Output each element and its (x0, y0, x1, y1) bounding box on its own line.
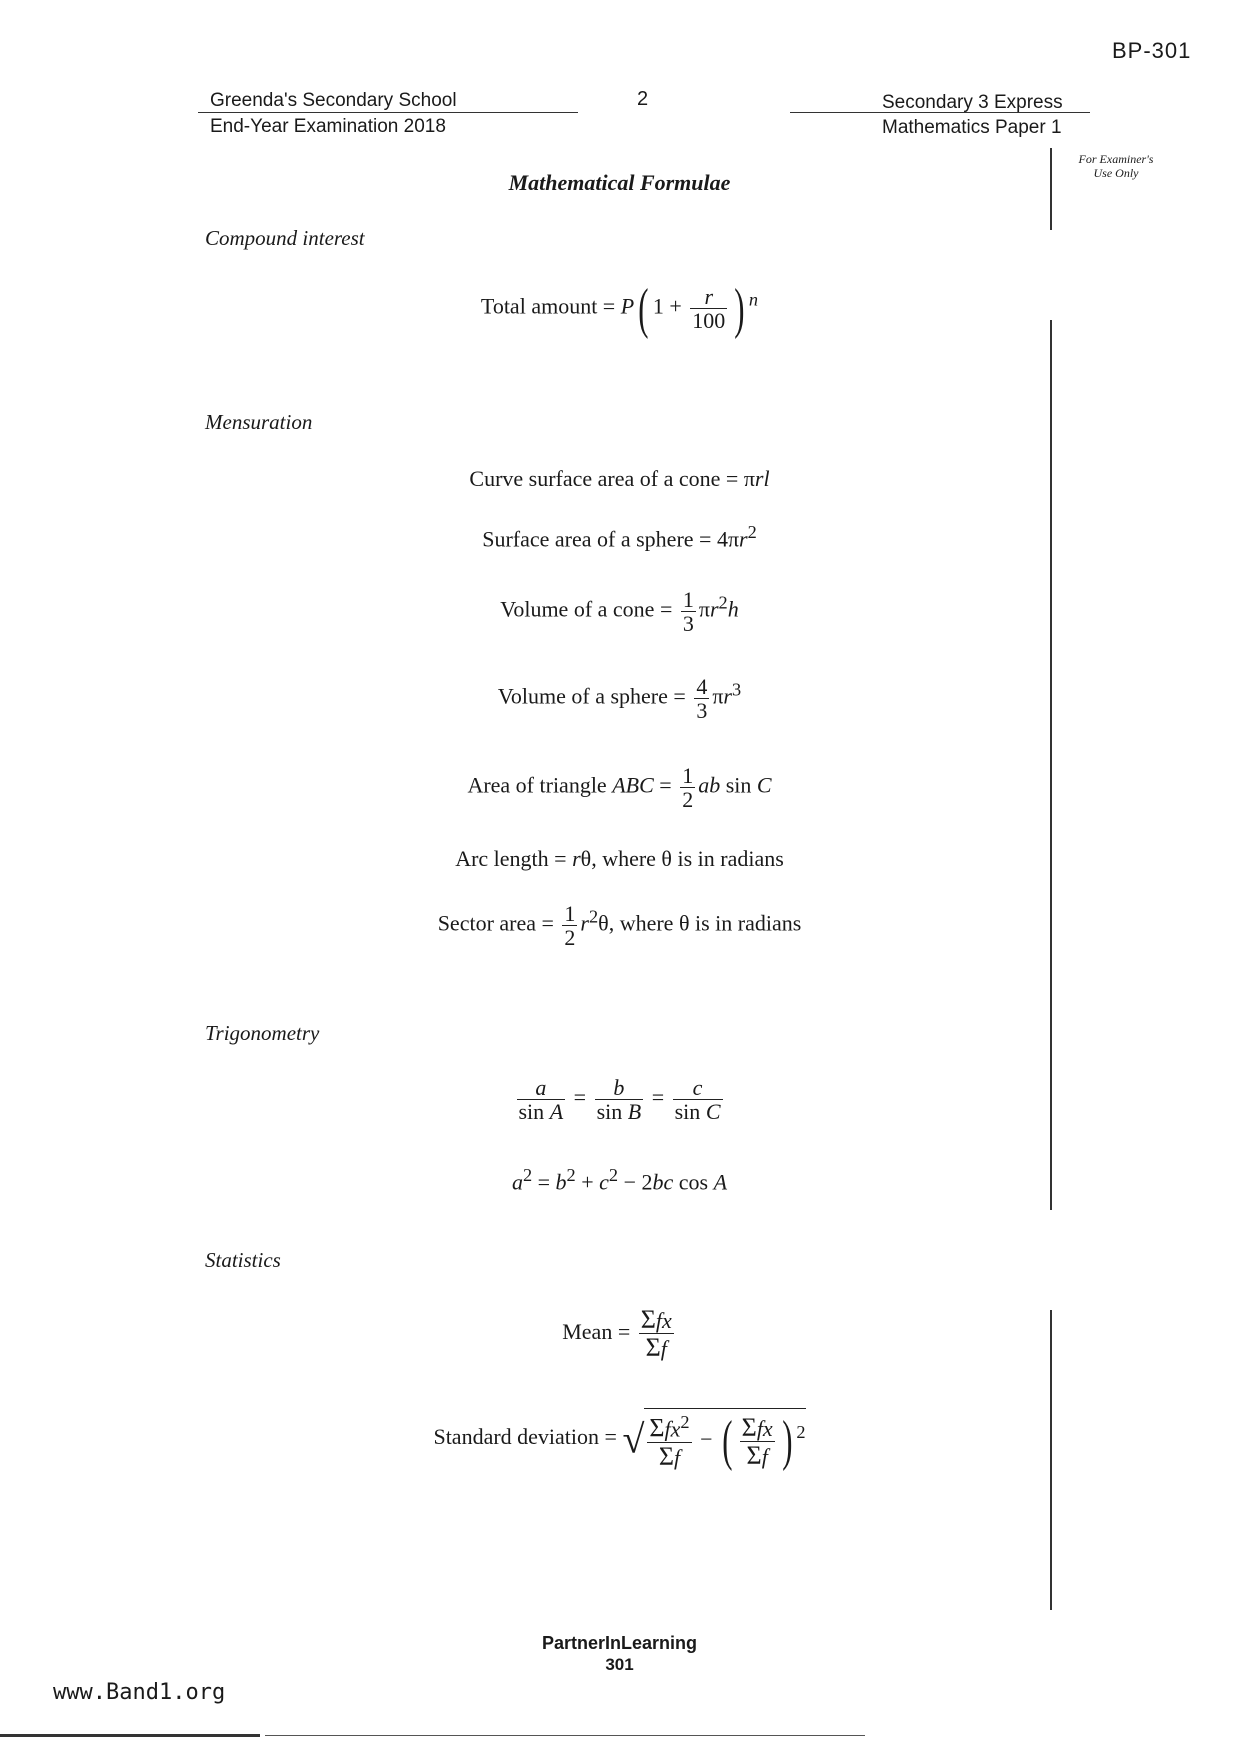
section-compound-interest: Compound interest (205, 226, 365, 250)
surface-sphere-label: Surface area of a sphere = (482, 526, 712, 552)
formula-mean: Mean = $\frac{\text{Σfx}}{\Sigma f}$ (562, 1305, 672, 1363)
volume-sphere-label: Volume of a sphere = (497, 683, 686, 709)
section-statistics: Statistics (205, 1248, 281, 1272)
formula-total-amount: Total amount = P( 1 + $\frac{r}{100}$ ) $^n$ (480, 277, 759, 340)
sector-area-tail: , where θ is in radians (608, 910, 802, 936)
level-name: Secondary 3 Express (882, 92, 1063, 113)
mean-label: Mean = (562, 1318, 631, 1344)
formula-cone-volume: Volume of a cone = $\frac{1}{3}$ $\pi r^2h$ (500, 587, 739, 637)
paper-name: Mathematics Paper 1 (882, 117, 1062, 138)
formula-standard-deviation: Standard deviation = √ $\frac{\Sigma fx^2}{\Sigma f}$ − ( $\frac{\text{Σfx}}{\Sigma f}$ ) $^2$ (0, 1408, 1239, 1470)
sector-area-label: Sector area = (437, 910, 554, 936)
formula-sphere-volume: Volume of a sphere = $\frac{4}{3}$ $\pi r^3$ (497, 674, 742, 724)
exam-name: End-Year Examination 2018 (210, 116, 446, 137)
arc-length-label: Arc length = (455, 846, 567, 871)
section-trigonometry: Trigonometry (205, 1021, 320, 1045)
examiner-note-line1: For Examiner's (1078, 152, 1154, 166)
formula-arc-length: Arc length = rθ, where θ is in radians (455, 846, 784, 871)
page-number: 2 (637, 88, 649, 110)
formula-sphere-surface: Surface area of a sphere = $4\pi r^2$ (482, 522, 757, 552)
arc-length-tail: , where θ is in radians (591, 846, 784, 871)
bottom-rule (265, 1735, 865, 1736)
volume-cone-label: Volume of a cone = (500, 596, 673, 622)
formula-cosine-rule: $a^2 = b^2 + c^2 - 2bc$ cos A (511, 1165, 728, 1195)
examiner-note-line2: Use Only (1093, 166, 1139, 180)
formula-cone-surface: Curve surface area of a cone = πrl (469, 466, 770, 491)
formula-sector-area: Sector area = $\frac{1}{2}$ $r^2\theta$, where θ is in radians (437, 901, 802, 951)
school-name: Greenda's Secondary School (210, 90, 457, 111)
page-code: BP-301 (1112, 38, 1192, 63)
total-amount-label: Total amount = (480, 293, 616, 319)
area-triangle-label: Area of triangle (467, 772, 607, 798)
formula-sine-rule: $\frac{a}{\text{sin A}}$ = $\frac{b}{\text{sin B}}$ = $\frac{c}{\text{sin C}}$ (518, 1075, 721, 1125)
section-mensuration: Mensuration (205, 410, 313, 434)
footer-page: 301 (605, 1655, 634, 1674)
formula-triangle-area: Area of triangle ABC = $\frac{1}{2}$ ab sin C (467, 763, 772, 813)
footer-publisher: PartnerInLearning (541, 1633, 698, 1653)
std-dev-label: Standard deviation = (433, 1424, 617, 1450)
curve-surface-label: Curve surface area of a cone = (469, 466, 739, 491)
bottom-rule (0, 1734, 260, 1737)
page-title: Mathematical Formulae (508, 170, 731, 195)
header-rule-left (198, 112, 578, 113)
website-link[interactable]: www.Band1.org (53, 1680, 226, 1705)
